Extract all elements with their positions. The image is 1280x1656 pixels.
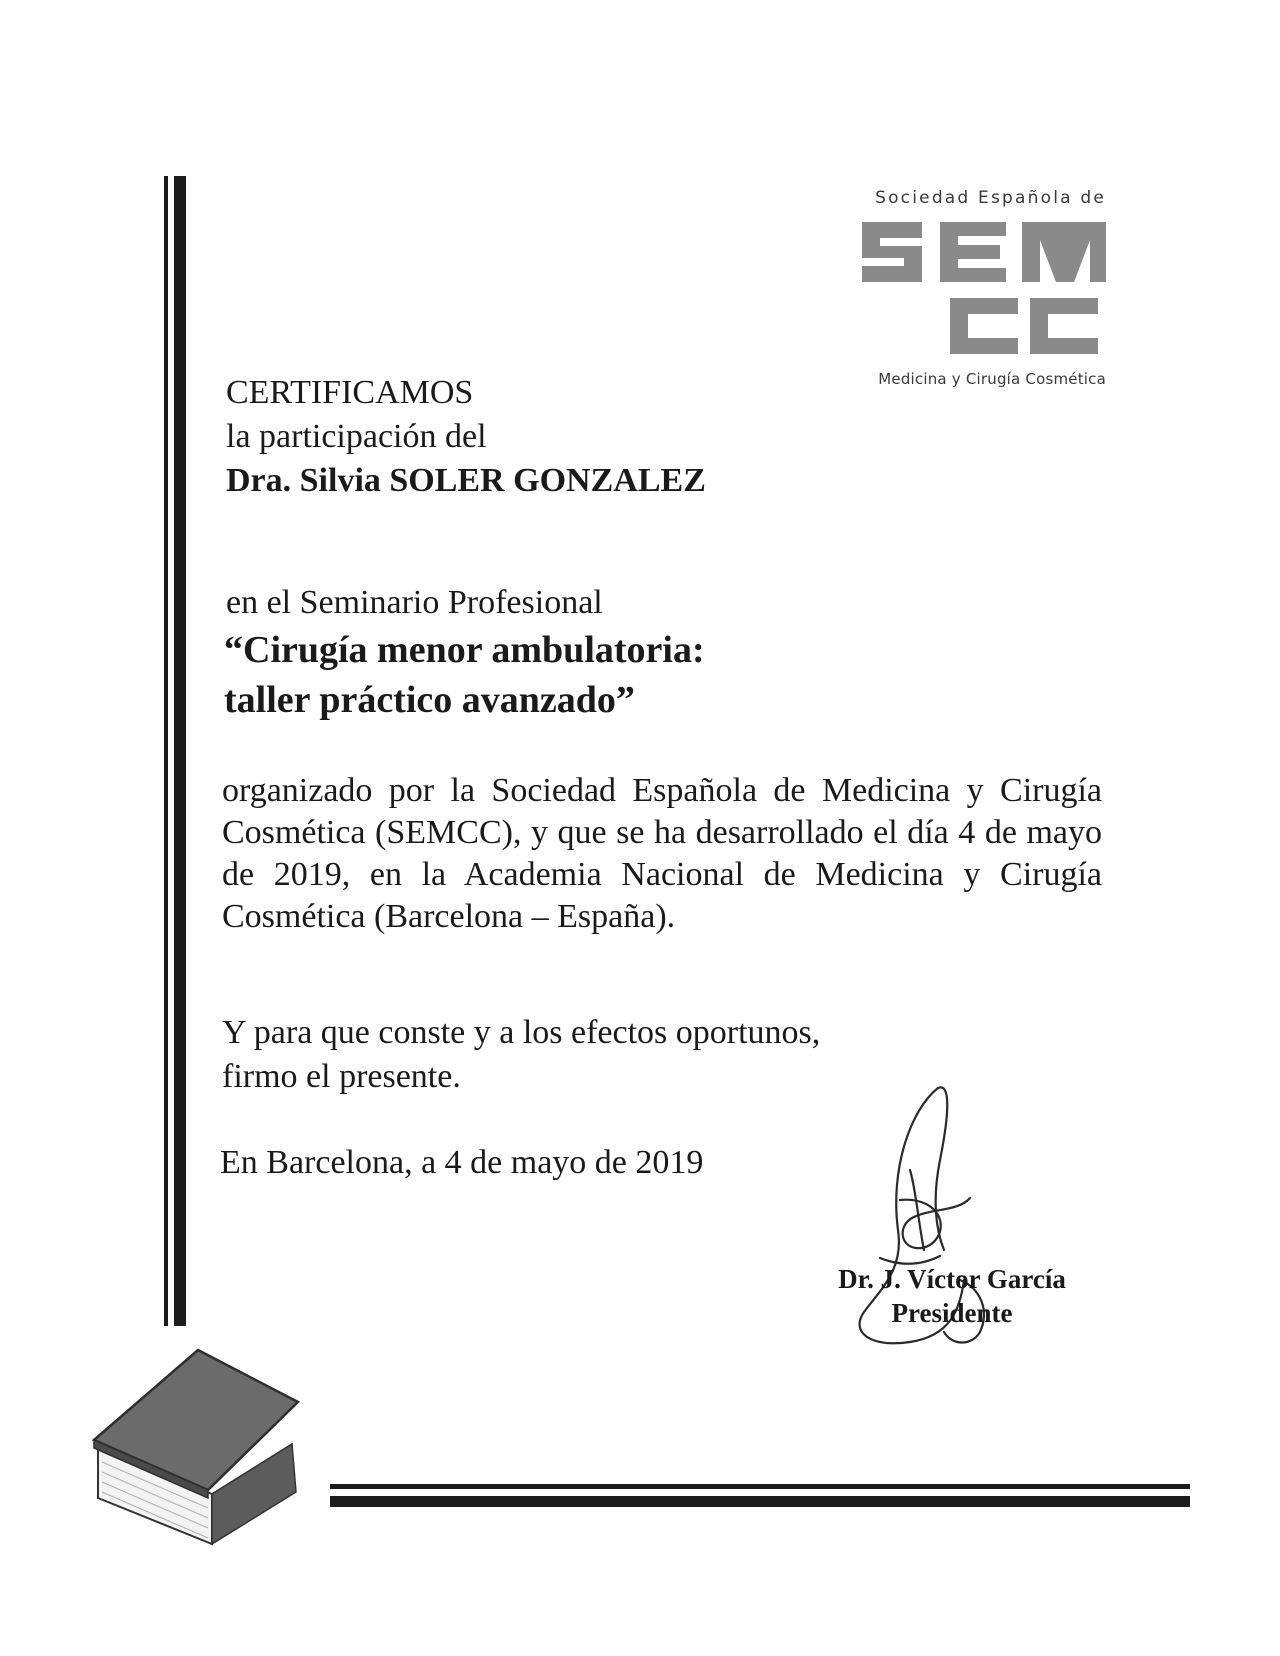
event-title-line2: taller práctico avanzado” xyxy=(224,679,635,721)
signatory-name: Dr. J. Víctor García xyxy=(838,1264,1066,1294)
closing-line1: Y para que conste y a los efectos oportunos, xyxy=(222,1014,821,1051)
event-intro: en el Seminario Profesional xyxy=(226,584,603,621)
logo-mark-icon xyxy=(860,212,1110,368)
bottom-rule-thick xyxy=(330,1496,1190,1507)
certificate-heading: CERTIFICAMOS xyxy=(226,374,474,411)
logo-top-text: Sociedad Española de xyxy=(875,188,1106,208)
left-rule-thin xyxy=(164,176,168,1326)
signatory-role: Presidente xyxy=(891,1298,1013,1328)
place-date: En Barcelona, a 4 de mayo de 2019 xyxy=(220,1144,704,1181)
semcc-logo xyxy=(846,188,1106,398)
closing-line2: firmo el presente. xyxy=(222,1058,461,1095)
left-rule-thick xyxy=(174,176,186,1326)
logo-bottom-text: Medicina y Cirugía Cosmética xyxy=(878,370,1106,388)
participant-name: Dra. Silvia SOLER GONZALEZ xyxy=(226,462,706,499)
bottom-rule-thin xyxy=(330,1484,1190,1489)
signatory-block xyxy=(812,1262,1092,1330)
book-icon xyxy=(92,1348,322,1548)
participation-line: la participación del xyxy=(226,418,487,455)
body-paragraph: organizado por la Sociedad Española de Medicina y Cirugía Cosmética (SEMCC), y que se ha desarrollado el día 4 de mayo de 2019, en la Academia Nacional de Medicina y Cirugía Cosmética (Barcelona – España). xyxy=(222,772,1102,935)
event-title-line1: “Cirugía menor ambulatoria: xyxy=(224,629,705,671)
